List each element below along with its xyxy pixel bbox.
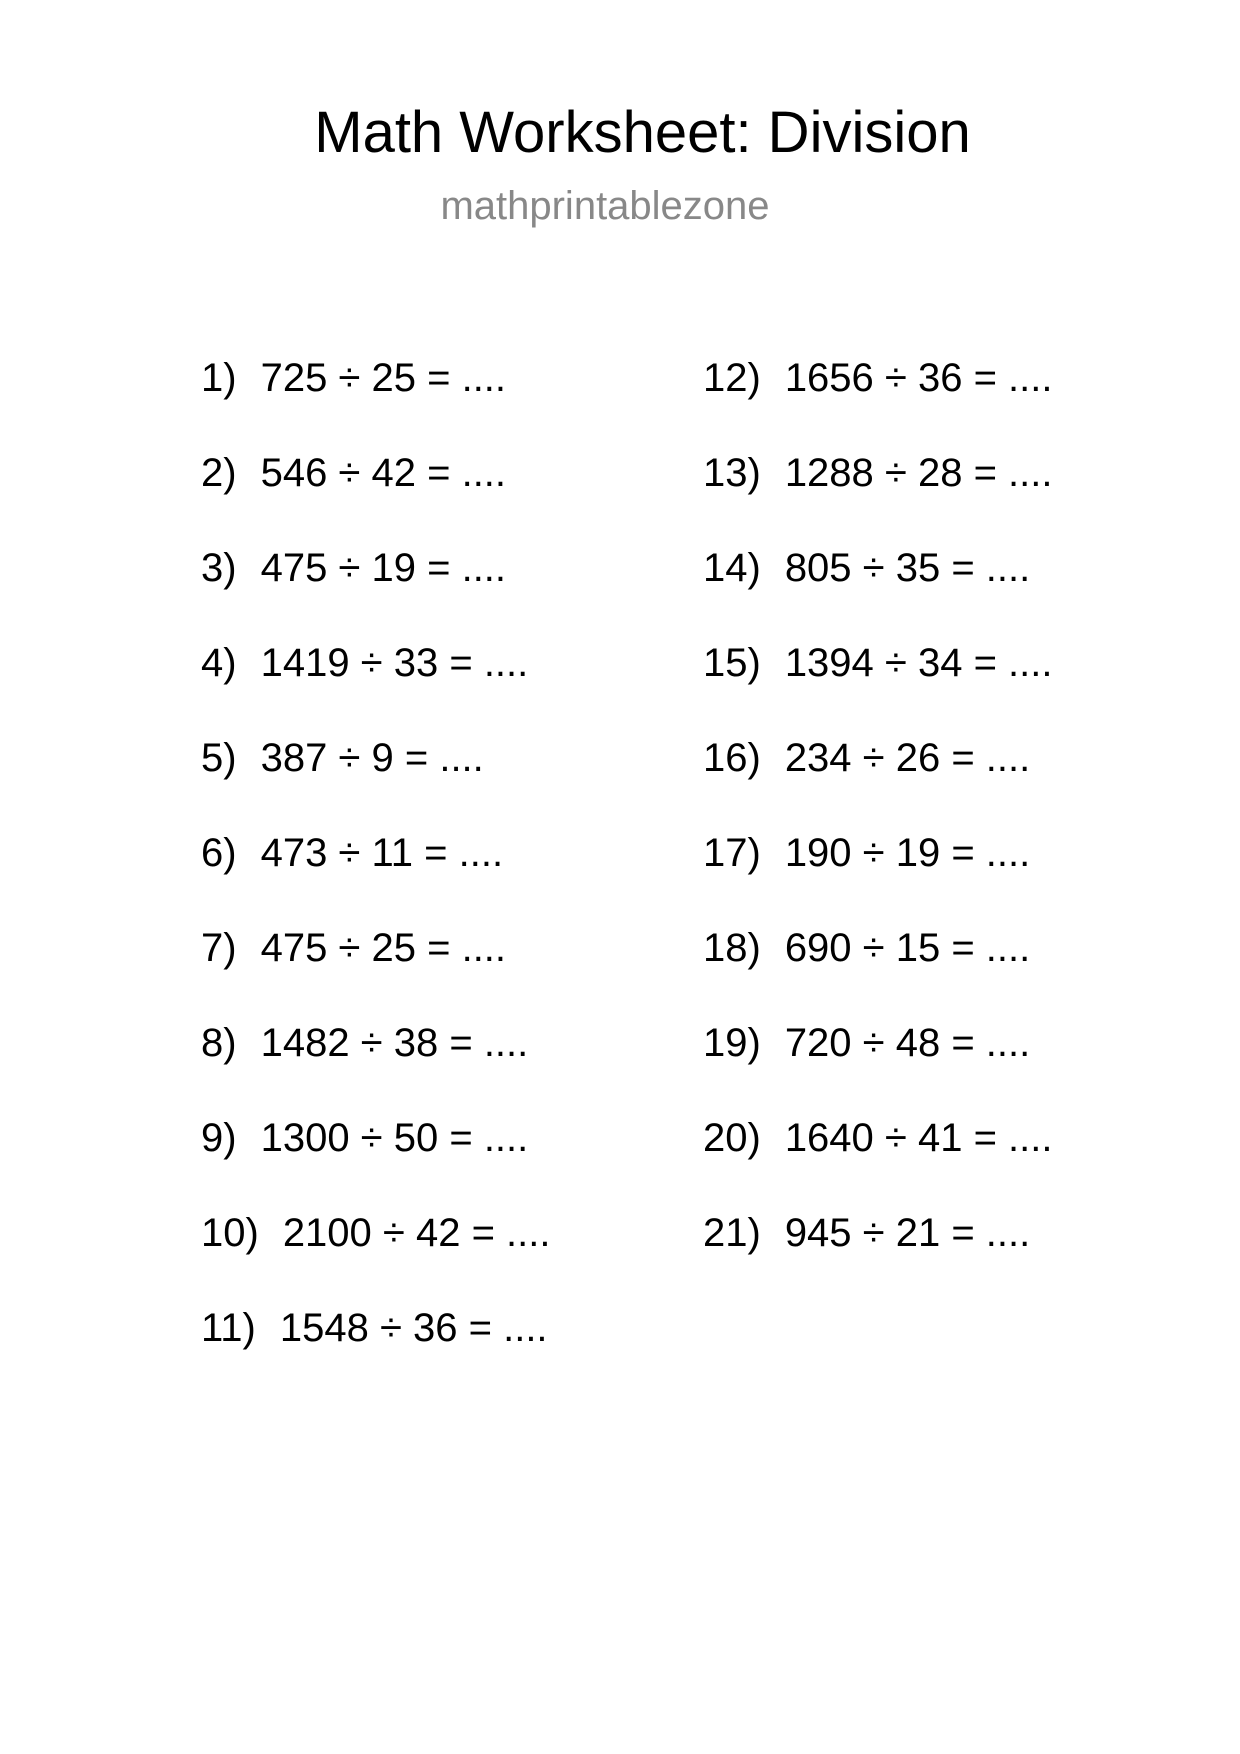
problem-expression: 1394 ÷ 34 = .... <box>784 641 1053 685</box>
problem-expression: 945 ÷ 21 = .... <box>784 1211 1031 1255</box>
problem-number: 14) <box>703 546 761 590</box>
problem-number: 1) <box>201 356 237 400</box>
problem-item <box>201 441 551 536</box>
problem-number: 21) <box>703 1211 761 1255</box>
worksheet-subtitle: mathprintablezone <box>440 184 770 228</box>
problem-expression: 475 ÷ 25 = .... <box>260 926 507 970</box>
problem-number: 3) <box>201 546 237 590</box>
problem-expression: 690 ÷ 15 = .... <box>784 926 1031 970</box>
problem-item <box>703 346 1053 441</box>
problem-item <box>703 536 1053 631</box>
problem-item <box>201 1296 551 1391</box>
problem-number: 13) <box>703 451 761 495</box>
problem-item <box>201 1201 551 1296</box>
problem-number: 20) <box>703 1116 761 1160</box>
problem-item <box>201 1106 551 1201</box>
problem-item <box>703 821 1053 916</box>
problem-item <box>201 1011 551 1106</box>
problem-number: 6) <box>201 831 237 875</box>
problem-number: 8) <box>201 1021 237 1065</box>
problem-number: 7) <box>201 926 237 970</box>
problem-item <box>201 536 551 631</box>
problem-expression: 546 ÷ 42 = .... <box>260 451 507 495</box>
worksheet-title: Math Worksheet: Division <box>314 100 971 165</box>
problem-item <box>201 631 551 726</box>
problem-expression: 1300 ÷ 50 = .... <box>260 1116 529 1160</box>
problem-expression: 1656 ÷ 36 = .... <box>784 356 1053 400</box>
problem-expression: 234 ÷ 26 = .... <box>784 736 1031 780</box>
problem-number: 18) <box>703 926 761 970</box>
problem-expression: 1548 ÷ 36 = .... <box>279 1306 548 1350</box>
problem-expression: 475 ÷ 19 = .... <box>260 546 507 590</box>
problem-item <box>703 1011 1053 1106</box>
problem-expression: 473 ÷ 11 = .... <box>260 831 504 875</box>
problem-item <box>703 726 1053 821</box>
problem-number: 9) <box>201 1116 237 1160</box>
problem-expression: 805 ÷ 35 = .... <box>784 546 1031 590</box>
problem-number: 2) <box>201 451 237 495</box>
problem-expression: 2100 ÷ 42 = .... <box>282 1211 551 1255</box>
problem-number: 5) <box>201 736 237 780</box>
problem-number: 4) <box>201 641 237 685</box>
problem-expression: 720 ÷ 48 = .... <box>784 1021 1031 1065</box>
problem-expression: 1640 ÷ 41 = .... <box>784 1116 1053 1160</box>
problem-item <box>201 346 551 441</box>
problem-number: 11) <box>201 1306 256 1350</box>
problem-expression: 1482 ÷ 38 = .... <box>260 1021 529 1065</box>
problem-item <box>703 916 1053 1011</box>
problem-item <box>201 821 551 916</box>
problem-item <box>201 726 551 821</box>
problem-item <box>703 631 1053 726</box>
problem-expression: 1288 ÷ 28 = .... <box>784 451 1053 495</box>
problem-item <box>703 1201 1053 1296</box>
problem-item <box>703 1106 1053 1201</box>
problem-item <box>703 441 1053 536</box>
problem-number: 15) <box>703 641 761 685</box>
problem-expression: 190 ÷ 19 = .... <box>784 831 1031 875</box>
problem-column-left <box>201 346 551 1391</box>
problem-expression: 1419 ÷ 33 = .... <box>260 641 529 685</box>
problem-expression: 725 ÷ 25 = .... <box>260 356 507 400</box>
problem-column-right <box>703 346 1053 1296</box>
problem-number: 16) <box>703 736 761 780</box>
problem-number: 12) <box>703 356 761 400</box>
problem-expression: 387 ÷ 9 = .... <box>260 736 484 780</box>
problem-number: 10) <box>201 1211 259 1255</box>
problem-number: 19) <box>703 1021 761 1065</box>
problem-item <box>201 916 551 1011</box>
problem-number: 17) <box>703 831 761 875</box>
